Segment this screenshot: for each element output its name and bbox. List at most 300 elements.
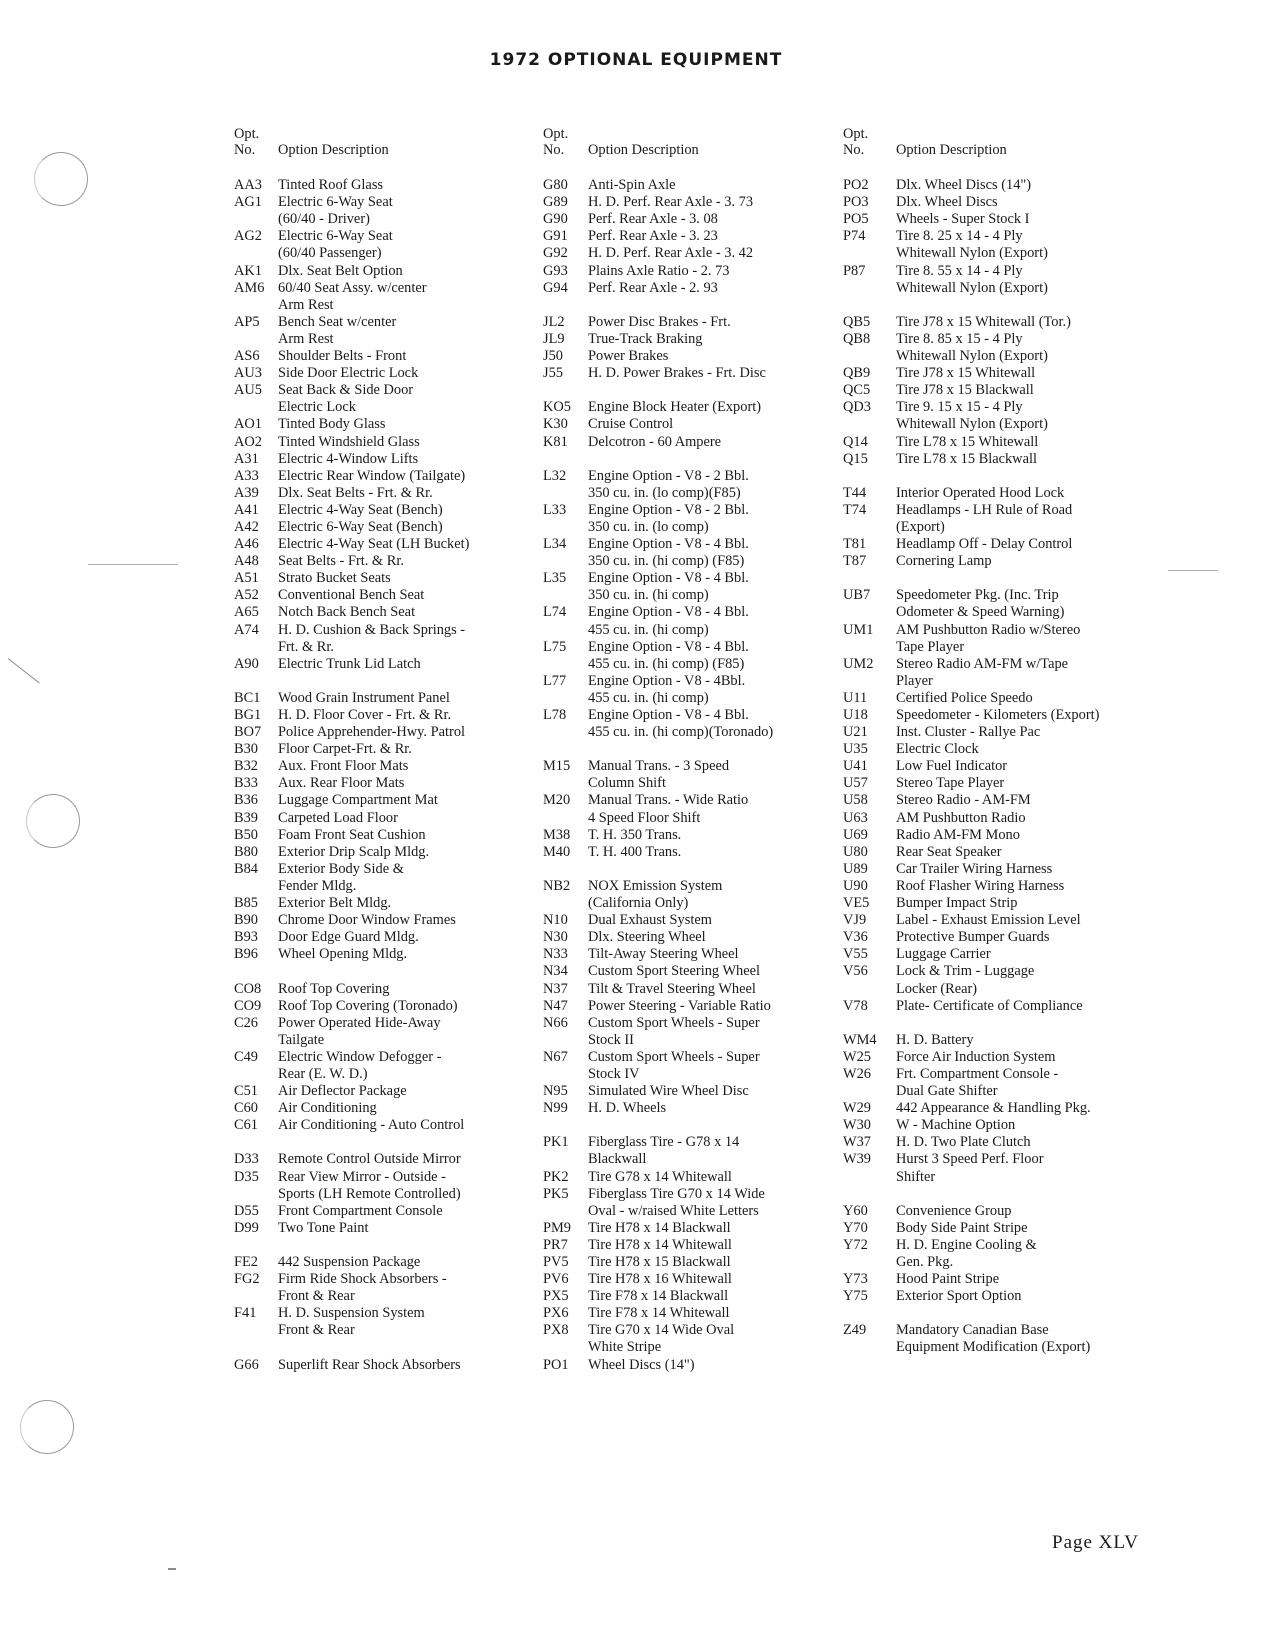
option-code: QB8: [843, 330, 871, 347]
option-row: [543, 502, 773, 519]
page-title: 1972 OPTIONAL EQUIPMENT: [489, 50, 783, 70]
option-row: [843, 177, 1099, 194]
option-code: AM6: [234, 279, 265, 296]
option-rows: [543, 160, 773, 1374]
option-code: PO3: [843, 194, 869, 211]
option-description: Dlx. Wheel Discs: [896, 194, 998, 211]
option-row: [843, 194, 1099, 211]
option-row: [843, 1237, 1099, 1254]
option-row: [234, 622, 469, 639]
option-code: D55: [234, 1202, 259, 1219]
page-number: Page XLV: [1052, 1532, 1139, 1553]
option-code: A41: [234, 501, 259, 518]
option-code: [234, 963, 278, 980]
option-row: [543, 1322, 773, 1339]
option-row: [234, 1305, 469, 1322]
option-row: [843, 827, 1099, 844]
option-description: Perf. Rear Axle - 2. 93: [588, 279, 718, 296]
option-description: Tire H78 x 14 Whitewall: [588, 1236, 732, 1253]
option-row: [234, 245, 469, 262]
option-row: [843, 844, 1099, 861]
option-row: [543, 160, 773, 177]
option-code: A74: [234, 621, 259, 638]
option-row: [543, 382, 773, 399]
option-row: [543, 1186, 773, 1203]
option-code: UM2: [843, 655, 874, 672]
option-row: [843, 604, 1099, 621]
option-row: [843, 160, 1099, 177]
option-row: [843, 810, 1099, 827]
option-code: [843, 570, 896, 587]
option-description: Dual Exhaust System: [588, 912, 712, 929]
option-description: Hurst 3 Speed Perf. Floor: [896, 1151, 1044, 1168]
option-row: [843, 1083, 1099, 1100]
option-code: PX6: [543, 1305, 569, 1322]
option-description: Electric 6-Way Seat: [278, 194, 393, 211]
option-code: A48: [234, 553, 259, 570]
option-row: [843, 382, 1099, 399]
option-row: [543, 1032, 773, 1049]
option-code: B96: [234, 946, 258, 963]
option-code: W25: [843, 1048, 871, 1065]
option-code: B32: [234, 758, 258, 775]
option-code: W37: [843, 1134, 871, 1151]
option-description: Tire 9. 15 x 15 - 4 Ply: [896, 399, 1023, 416]
option-description: T. H. 400 Trans.: [588, 843, 682, 860]
option-code: U41: [843, 758, 868, 775]
option-row: [234, 1271, 469, 1288]
option-row: [234, 1322, 469, 1339]
option-description: 60/40 Seat Assy. w/center: [278, 279, 427, 296]
option-description: 350 cu. in. (hi comp) (F85): [588, 553, 745, 570]
option-row: [843, 536, 1099, 553]
option-row: [843, 570, 1099, 587]
option-code: B80: [234, 843, 258, 860]
option-description: Tire G70 x 14 Wide Oval: [588, 1322, 735, 1339]
option-code: [543, 1203, 588, 1220]
option-row: [234, 690, 469, 707]
option-code: Y75: [843, 1288, 868, 1305]
option-row: [843, 1117, 1099, 1134]
option-row: [843, 1100, 1099, 1117]
option-row: [843, 639, 1099, 656]
option-code: QD3: [843, 399, 871, 416]
option-description: (60/40 Passenger): [278, 245, 382, 262]
option-row: [843, 998, 1099, 1015]
option-description: Dlx. Wheel Discs (14"): [896, 177, 1032, 194]
option-description: Simulated Wire Wheel Disc: [588, 1083, 749, 1100]
option-code: D35: [234, 1168, 259, 1185]
option-description: Headlamps - LH Rule of Road: [896, 501, 1073, 518]
option-description: Tire J78 x 15 Whitewall (Tor.): [896, 313, 1071, 330]
option-description: (Export): [896, 518, 945, 535]
option-description: Seat Belts - Frt. & Rr.: [278, 553, 404, 570]
option-row: [234, 810, 469, 827]
option-code: B30: [234, 741, 258, 758]
option-description: Engine Option - V8 - 4 Bbl.: [588, 707, 749, 723]
option-description: W - Machine Option: [896, 1117, 1016, 1134]
option-description: Bumper Impact Strip: [896, 895, 1018, 912]
option-row: [543, 604, 773, 621]
option-description: Tape Player: [896, 638, 965, 655]
option-code: U80: [843, 843, 868, 860]
option-description: Engine Option - V8 - 4 Bbl.: [588, 570, 749, 587]
option-row: [234, 194, 469, 211]
option-code: Y70: [843, 1219, 868, 1236]
option-row: [543, 758, 773, 775]
option-code: [234, 1134, 278, 1151]
option-description: Inst. Cluster - Rallye Pac: [896, 724, 1041, 741]
option-code: BO7: [234, 724, 262, 741]
option-description: Roof Top Covering: [278, 980, 390, 997]
option-description: Tire 8. 25 x 14 - 4 Ply: [896, 228, 1023, 245]
option-code: N47: [543, 997, 568, 1014]
option-row: [543, 741, 773, 758]
option-row: [543, 1134, 773, 1151]
option-row: [234, 981, 469, 998]
option-code: [543, 587, 588, 604]
option-code: [543, 741, 588, 758]
option-code: N37: [543, 980, 568, 997]
option-code: QC5: [843, 382, 871, 399]
option-row: [543, 314, 773, 331]
option-row: [543, 468, 773, 485]
option-description: 350 cu. in. (lo comp)(F85): [588, 484, 741, 501]
option-code: B33: [234, 775, 258, 792]
option-description: Seat Back & Side Door: [278, 382, 414, 399]
option-code: PK2: [543, 1168, 569, 1185]
option-code: W30: [843, 1117, 871, 1134]
option-row: [843, 1066, 1099, 1083]
option-description: H. D. Perf. Rear Axle - 3. 73: [588, 194, 754, 211]
option-code: N67: [543, 1048, 568, 1065]
option-code: L74: [543, 604, 567, 621]
option-row: [234, 1100, 469, 1117]
option-code: [543, 861, 588, 878]
option-code: PX8: [543, 1322, 569, 1339]
option-description: Custom Sport Wheels - Super: [588, 1014, 760, 1031]
option-code: P74: [843, 228, 866, 245]
option-row: [234, 1169, 469, 1186]
option-row: [843, 211, 1099, 228]
option-row: [543, 297, 773, 314]
option-code: [543, 1151, 588, 1168]
option-row: [234, 399, 469, 416]
option-code: Q15: [843, 450, 868, 467]
option-row: [234, 1049, 469, 1066]
option-description: Electric Rear Window (Tailgate): [278, 467, 466, 484]
option-description: Dlx. Seat Belt Option: [278, 262, 403, 279]
option-code: L33: [543, 501, 567, 518]
option-row: [843, 946, 1099, 963]
option-description: Speedometer Pkg. (Inc. Trip: [896, 587, 1059, 604]
option-description: Electric Trunk Lid Latch: [278, 655, 421, 672]
option-code: C60: [234, 1100, 258, 1117]
option-code: B93: [234, 929, 258, 946]
option-code: N95: [543, 1083, 568, 1100]
option-code: V56: [843, 963, 868, 980]
option-row: [234, 211, 469, 228]
option-row: [543, 1305, 773, 1322]
option-description: Stock IV: [588, 1065, 640, 1082]
option-description: Exterior Drip Scalp Mldg.: [278, 843, 430, 860]
option-row: [234, 348, 469, 365]
option-code: Q14: [843, 433, 868, 450]
option-description: Front & Rear: [278, 1322, 355, 1339]
option-row: [843, 348, 1099, 365]
option-code: A31: [234, 450, 259, 467]
option-code: CO8: [234, 980, 262, 997]
option-code: K30: [543, 416, 568, 433]
option-row: [843, 929, 1099, 946]
opt-no-header: Opt. No.: [843, 126, 869, 158]
option-code: UM1: [843, 621, 874, 638]
option-description: 455 cu. in. (hi comp): [588, 621, 709, 638]
option-code: [234, 639, 278, 656]
option-code: FG2: [234, 1271, 260, 1288]
option-description: Whitewall Nylon (Export): [896, 279, 1048, 296]
option-row: [543, 946, 773, 963]
option-code: [843, 1169, 896, 1186]
option-code: PK1: [543, 1134, 569, 1151]
option-row: [843, 502, 1099, 519]
option-row: [234, 724, 469, 741]
option-description: T. H. 350 Trans.: [588, 826, 682, 843]
option-description: Notch Back Bench Seat: [278, 604, 416, 621]
option-row: [543, 878, 773, 895]
option-row: [234, 519, 469, 536]
option-description: Stereo Radio - AM-FM: [896, 792, 1031, 809]
option-code: U69: [843, 826, 868, 843]
option-code: NB2: [543, 877, 571, 894]
option-code: [543, 519, 588, 536]
option-row: [543, 485, 773, 502]
option-code: G94: [543, 279, 568, 296]
option-column-1: [234, 126, 469, 1374]
option-code: PV5: [543, 1254, 569, 1270]
option-row: [543, 331, 773, 348]
option-description: Chrome Door Window Frames: [278, 912, 456, 929]
option-description: Aux. Rear Floor Mats: [278, 775, 405, 792]
option-description: Front Compartment Console: [278, 1202, 443, 1219]
option-description: Remote Control Outside Mirror: [278, 1151, 461, 1168]
option-row: [543, 1066, 773, 1083]
option-row: [543, 177, 773, 194]
option-code: K81: [543, 433, 568, 450]
option-code: [843, 160, 896, 177]
option-code: [234, 1322, 278, 1339]
option-code: [543, 382, 588, 399]
option-row: [543, 1015, 773, 1032]
option-row: [543, 245, 773, 262]
option-row: [543, 1254, 773, 1271]
option-row: [543, 963, 773, 980]
option-code: [843, 639, 896, 656]
option-rows: [843, 160, 1099, 1357]
option-code: D99: [234, 1219, 259, 1236]
option-code: U57: [843, 775, 868, 792]
option-description: Tinted Windshield Glass: [278, 433, 420, 450]
option-code: U58: [843, 792, 868, 809]
option-description: Electric 4-Way Seat (Bench): [278, 501, 443, 518]
option-code: JL9: [543, 330, 565, 347]
option-code: [843, 1186, 896, 1203]
option-row: [234, 1015, 469, 1032]
scan-mark: [8, 658, 40, 683]
option-description: Electric 6-Way Seat (Bench): [278, 518, 443, 535]
option-code: [234, 211, 278, 228]
option-description: Rear Seat Speaker: [896, 843, 1002, 860]
option-code: [543, 485, 588, 502]
option-description: Oval - w/raised White Letters: [588, 1202, 759, 1219]
punch-hole-top: [34, 152, 88, 206]
option-row: [843, 741, 1099, 758]
option-row: [843, 707, 1099, 724]
option-row: [543, 194, 773, 211]
option-row: [843, 656, 1099, 673]
option-description: Side Door Electric Lock: [278, 365, 419, 382]
option-description: Tire H78 x 14 Blackwall: [588, 1219, 731, 1236]
option-code: BC1: [234, 689, 261, 706]
option-row: [543, 228, 773, 245]
option-row: [843, 228, 1099, 245]
option-row: [234, 160, 469, 177]
option-code: AG2: [234, 228, 262, 245]
option-row: [843, 792, 1099, 809]
option-description: Force Air Induction System: [896, 1048, 1056, 1065]
option-row: [843, 981, 1099, 998]
option-rows: [234, 160, 469, 1374]
option-row: [843, 434, 1099, 451]
option-description: Tinted Body Glass: [278, 416, 386, 433]
option-row: [543, 1288, 773, 1305]
option-row: [234, 741, 469, 758]
option-description: 455 cu. in. (hi comp) (F85): [588, 655, 745, 672]
option-row: [843, 1288, 1099, 1305]
option-code: AK1: [234, 262, 262, 279]
option-row: [543, 211, 773, 228]
option-code: [843, 416, 896, 433]
option-code: VE5: [843, 895, 870, 912]
option-row: [234, 1237, 469, 1254]
option-description: Air Conditioning - Auto Control: [278, 1117, 465, 1134]
option-row: [543, 263, 773, 280]
option-code: A65: [234, 604, 259, 621]
option-row: [234, 929, 469, 946]
option-row: [543, 792, 773, 809]
option-description: Delcotron - 60 Ampere: [588, 433, 722, 450]
option-row: [234, 844, 469, 861]
option-row: [843, 485, 1099, 502]
option-code: PO2: [843, 177, 869, 194]
option-code: T44: [843, 484, 867, 501]
option-row: [234, 1151, 469, 1168]
option-row: [543, 827, 773, 844]
option-description: H. D. Two Plate Clutch: [896, 1134, 1031, 1151]
option-code: U63: [843, 809, 868, 826]
option-description: Fender Mldg.: [278, 877, 357, 894]
option-row: [234, 485, 469, 502]
option-description: Locker (Rear): [896, 980, 978, 997]
option-row: [543, 844, 773, 861]
option-description: Tinted Roof Glass: [278, 177, 384, 194]
option-description: Exterior Belt Mldg.: [278, 895, 392, 912]
option-description: Wood Grain Instrument Panel: [278, 689, 450, 706]
option-code: PO1: [543, 1356, 569, 1373]
option-row: [543, 1271, 773, 1288]
option-description: Frt. Compartment Console -: [896, 1065, 1059, 1082]
option-description: Engine Option - V8 - 2 Bbl.: [588, 501, 749, 518]
option-row: [234, 280, 469, 297]
option-description: Engine Block Heater (Export): [588, 399, 762, 416]
option-description: White Stripe: [588, 1339, 662, 1356]
option-row: [843, 912, 1099, 929]
option-row: [234, 1117, 469, 1134]
option-description: Air Conditioning: [278, 1100, 377, 1117]
option-code: WM4: [843, 1031, 877, 1048]
option-description: 442 Suspension Package: [278, 1254, 421, 1270]
option-description: H. D. Suspension System: [278, 1305, 425, 1322]
option-row: [843, 1151, 1099, 1168]
option-code: AP5: [234, 313, 260, 330]
option-code: B90: [234, 912, 258, 929]
option-description: Plate- Certificate of Compliance: [896, 997, 1083, 1014]
option-code: C51: [234, 1083, 258, 1100]
option-row: [234, 382, 469, 399]
option-row: [843, 690, 1099, 707]
option-row: [234, 861, 469, 878]
option-row: [843, 622, 1099, 639]
scan-mark: [1168, 570, 1218, 571]
option-row: [543, 519, 773, 536]
option-description: Roof Flasher Wiring Harness: [896, 877, 1065, 894]
option-row: [234, 827, 469, 844]
option-row: [843, 878, 1099, 895]
option-row: [234, 451, 469, 468]
option-row: [234, 1186, 469, 1203]
option-code: [234, 1288, 278, 1305]
option-code: AU5: [234, 382, 262, 399]
option-description: Player: [896, 672, 933, 689]
option-code: [543, 451, 588, 468]
option-description: H. D. Floor Cover - Frt. & Rr.: [278, 707, 452, 723]
option-row: [843, 331, 1099, 348]
option-description: Electric 6-Way Seat: [278, 228, 393, 245]
option-description: Floor Carpet-Frt. & Rr.: [278, 741, 412, 758]
option-code: UB7: [843, 587, 871, 604]
option-row: [234, 365, 469, 382]
option-code: W26: [843, 1065, 871, 1082]
option-code: V36: [843, 929, 868, 946]
option-row: [543, 622, 773, 639]
option-code: D33: [234, 1151, 259, 1168]
option-code: N10: [543, 912, 568, 929]
option-description: Stereo Radio AM-FM w/Tape: [896, 655, 1069, 672]
option-row: [843, 451, 1099, 468]
option-description: Tilt-Away Steering Wheel: [588, 946, 739, 963]
option-row: [843, 280, 1099, 297]
option-code: [234, 673, 278, 690]
option-code: Y60: [843, 1202, 868, 1219]
option-row: [843, 1339, 1099, 1356]
option-code: BG1: [234, 707, 262, 723]
option-code: A33: [234, 467, 259, 484]
option-row: [543, 1220, 773, 1237]
option-code: [543, 690, 588, 707]
option-row: [234, 434, 469, 451]
option-row: [843, 365, 1099, 382]
option-row: [234, 1220, 469, 1237]
